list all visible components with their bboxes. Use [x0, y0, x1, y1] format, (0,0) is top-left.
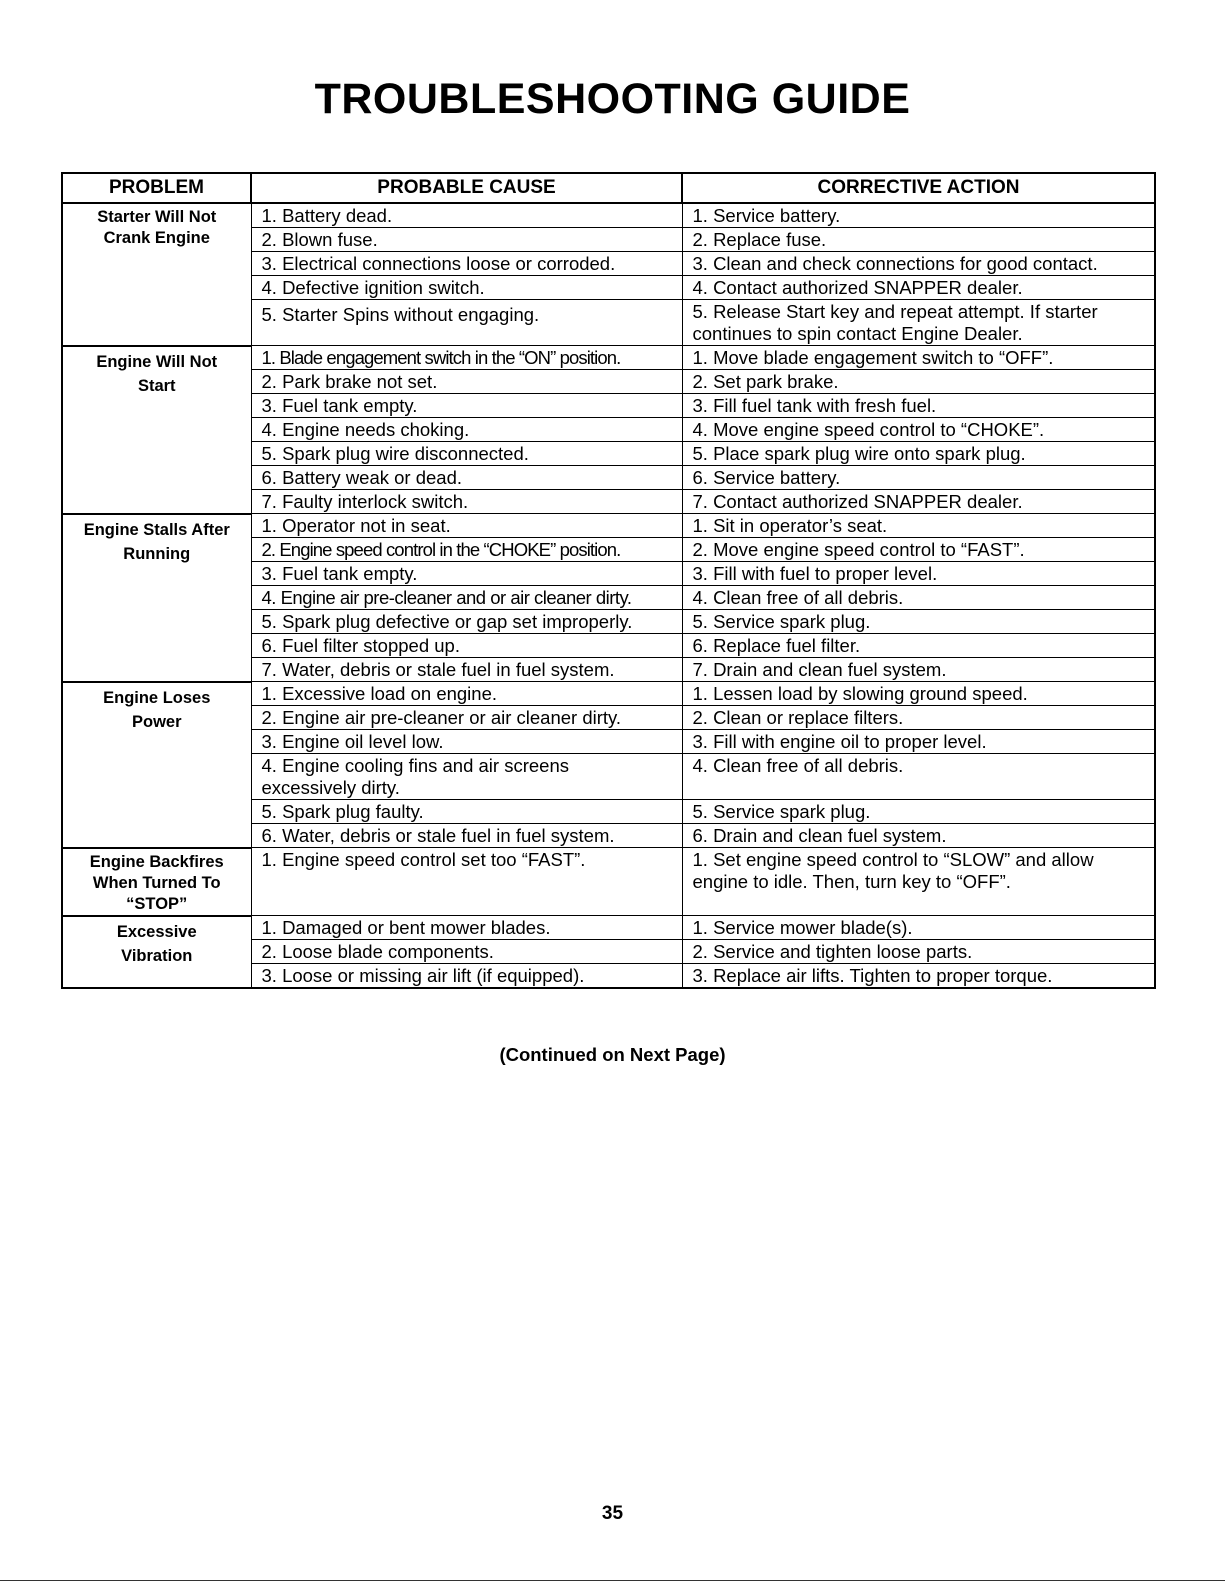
action-cell: 4. Contact authorized SNAPPER dealer.: [682, 276, 1155, 300]
action-cell: 1. Service battery.: [682, 203, 1155, 228]
action-cell: 7. Drain and clean fuel system.: [682, 658, 1155, 682]
action-cell: 1. Service mower blade(s).: [682, 916, 1155, 940]
cause-cell: 5. Spark plug defective or gap set improperly.: [251, 610, 682, 634]
cause-cell: 3. Fuel tank empty.: [251, 562, 682, 586]
action-cell: 3. Fill with engine oil to proper level.: [682, 730, 1155, 754]
cause-cell: 5. Starter Spins without engaging.: [251, 300, 682, 346]
cause-cell: 3. Loose or missing air lift (if equipped).: [251, 964, 682, 989]
cause-cell: 1. Battery dead.: [251, 203, 682, 228]
table-row: [62, 514, 1155, 538]
action-cell: 2. Replace fuse.: [682, 228, 1155, 252]
column-header-problem: PROBLEM: [62, 173, 251, 203]
action-cell: 5. Service spark plug.: [682, 800, 1155, 824]
problem-cell: Excessive Vibration: [62, 916, 251, 989]
cause-cell: 1. Excessive load on engine.: [251, 682, 682, 706]
action-cell: 3. Fill with fuel to proper level.: [682, 562, 1155, 586]
action-cell: 2. Set park brake.: [682, 370, 1155, 394]
table-row: [62, 346, 1155, 370]
action-cell: 5. Release Start key and repeat attempt. If starter continues to spin contact Engine Dealer.: [682, 300, 1155, 346]
action-cell: 6. Replace fuel filter.: [682, 634, 1155, 658]
cause-cell: 1. Blade engagement switch in the “ON” position.: [251, 346, 682, 370]
action-cell: 3. Clean and check connections for good contact.: [682, 252, 1155, 276]
cause-cell: 4. Engine air pre-cleaner and or air cleaner dirty.: [251, 586, 682, 610]
action-cell: 4. Move engine speed control to “CHOKE”.: [682, 418, 1155, 442]
cause-cell: 2. Park brake not set.: [251, 370, 682, 394]
cause-cell: 4. Engine needs choking.: [251, 418, 682, 442]
cause-cell: 1. Engine speed control set too “FAST”.: [251, 848, 682, 916]
action-cell: 1. Move blade engagement switch to “OFF”.: [682, 346, 1155, 370]
action-cell: 1. Lessen load by slowing ground speed.: [682, 682, 1155, 706]
cause-cell: 7. Water, debris or stale fuel in fuel system.: [251, 658, 682, 682]
cause-cell: 1. Damaged or bent mower blades.: [251, 916, 682, 940]
page-number: 35: [601, 1503, 624, 1524]
action-cell: 2. Clean or replace filters.: [682, 706, 1155, 730]
action-cell: 5. Service spark plug.: [682, 610, 1155, 634]
cause-cell: 7. Faulty interlock switch.: [251, 490, 682, 514]
action-cell: 1. Sit in operator’s seat.: [682, 514, 1155, 538]
continued-note: (Continued on Next Page): [499, 1044, 726, 1065]
column-header-probable-cause: PROBABLE CAUSE: [251, 173, 682, 203]
action-cell: 1. Set engine speed control to “SLOW” and allow engine to idle. Then, turn key to “OFF”.: [682, 848, 1155, 916]
cause-cell: 5. Spark plug wire disconnected.: [251, 442, 682, 466]
problem-cell: Engine Backfires When Turned To “STOP”: [62, 848, 251, 916]
cause-cell: 2. Engine air pre-cleaner or air cleaner dirty.: [251, 706, 682, 730]
cause-cell: 2. Blown fuse.: [251, 228, 682, 252]
table-row: [62, 682, 1155, 706]
action-cell: 5. Place spark plug wire onto spark plug.: [682, 442, 1155, 466]
table-header-row: [62, 173, 1155, 203]
cause-cell: 4. Defective ignition switch.: [251, 276, 682, 300]
cause-cell: 3. Fuel tank empty.: [251, 394, 682, 418]
table-row: [62, 203, 1155, 228]
table-row: [62, 848, 1155, 916]
cause-cell: 3. Electrical connections loose or corroded.: [251, 252, 682, 276]
bottom-rule: [0, 1580, 1225, 1581]
problem-cell: Engine Will Not Start: [62, 346, 251, 514]
cause-cell: 6. Fuel filter stopped up.: [251, 634, 682, 658]
action-cell: 2. Service and tighten loose parts.: [682, 940, 1155, 964]
page-title: TROUBLESHOOTING GUIDE: [314, 75, 911, 123]
action-cell: 3. Replace air lifts. Tighten to proper torque.: [682, 964, 1155, 989]
column-header-corrective-action: CORRECTIVE ACTION: [682, 173, 1155, 203]
action-cell: 4. Clean free of all debris.: [682, 586, 1155, 610]
problem-cell: Starter Will Not Crank Engine: [62, 203, 251, 346]
action-cell: 2. Move engine speed control to “FAST”.: [682, 538, 1155, 562]
cause-cell: 1. Operator not in seat.: [251, 514, 682, 538]
problem-cell: Engine Stalls After Running: [62, 514, 251, 682]
cause-cell: 6. Water, debris or stale fuel in fuel system.: [251, 824, 682, 848]
cause-cell: 6. Battery weak or dead.: [251, 466, 682, 490]
action-cell: 3. Fill fuel tank with fresh fuel.: [682, 394, 1155, 418]
cause-cell: 2. Loose blade components.: [251, 940, 682, 964]
action-cell: 6. Service battery.: [682, 466, 1155, 490]
cause-cell: 4. Engine cooling fins and air screens excessively dirty.: [251, 754, 682, 800]
action-cell: 6. Drain and clean fuel system.: [682, 824, 1155, 848]
problem-cell: Engine Loses Power: [62, 682, 251, 848]
cause-cell: 2. Engine speed control in the “CHOKE” position.: [251, 538, 682, 562]
action-cell: 7. Contact authorized SNAPPER dealer.: [682, 490, 1155, 514]
cause-cell: 5. Spark plug faulty.: [251, 800, 682, 824]
troubleshooting-table: [61, 172, 1156, 989]
action-cell: 4. Clean free of all debris.: [682, 754, 1155, 800]
cause-cell: 3. Engine oil level low.: [251, 730, 682, 754]
table-row: [62, 916, 1155, 940]
